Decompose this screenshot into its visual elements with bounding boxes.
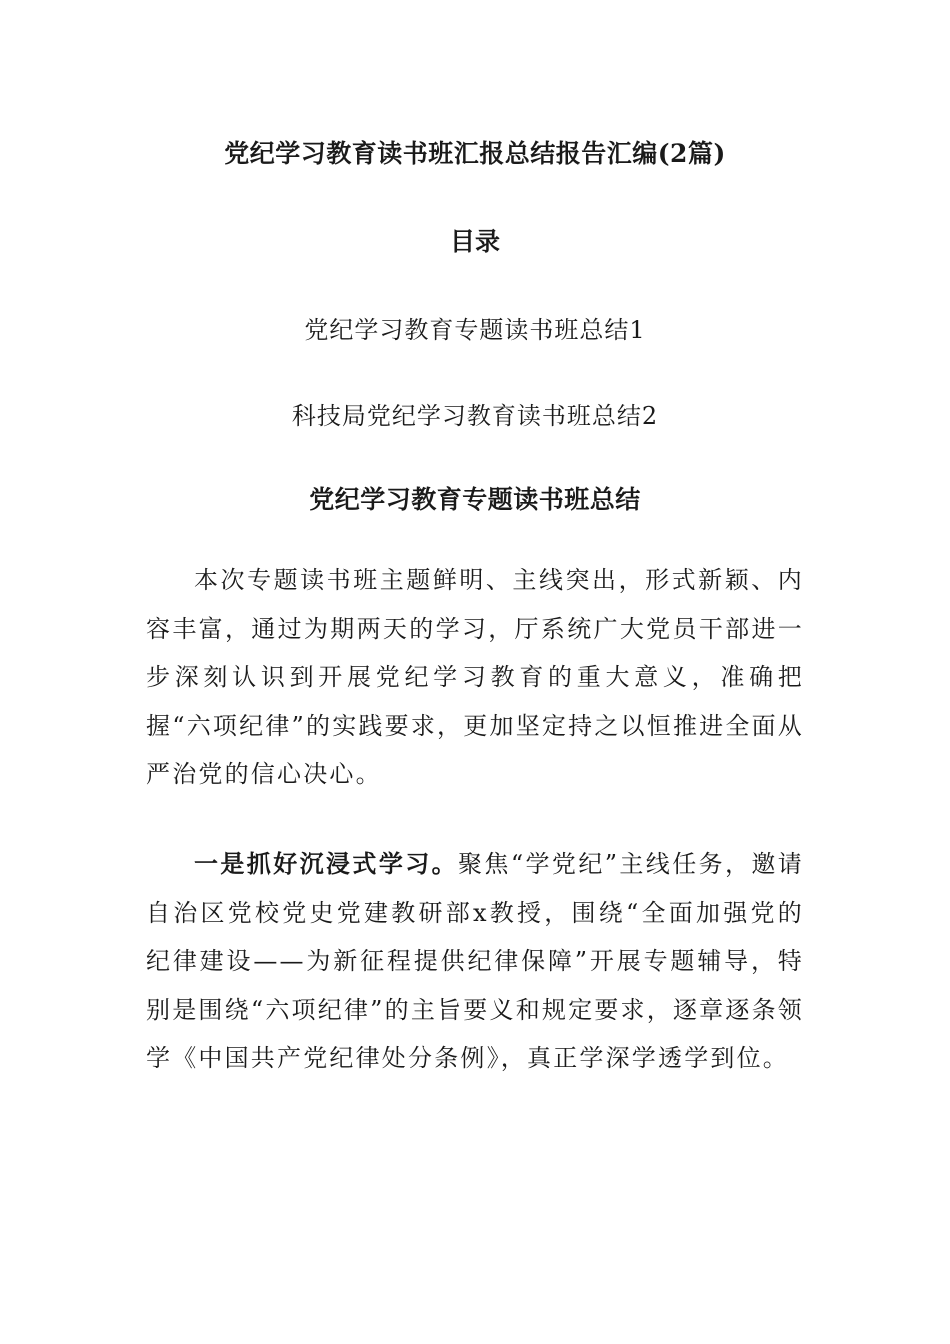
- document-title: 党纪学习教育读书班汇报总结报告汇编(2篇): [224, 139, 726, 168]
- toc-item: 科技局党纪学习教育读书班总结2: [291, 402, 659, 430]
- body-paragraph: [146, 556, 804, 799]
- paragraph-lead: 一是抓好沉浸式学习。: [194, 849, 459, 878]
- body-paragraph: [146, 840, 804, 1083]
- toc-item: 党纪学习教育专题读书班总结1: [304, 316, 646, 344]
- paragraph-text: 本次专题读书班主题鲜明、主线突出，形式新颖、内容丰富，通过为期两天的学习，厅系统广大党员干部进一步深刻认识到开展党纪学习教育的重大意义，准确把握“六项纪律”的实践要求，更加坚定持之以恒推进全面从严治党的信心决心。: [146, 566, 804, 788]
- paragraph-text: 聚焦“学党纪”主线任务，邀请自治区党校党史党建教研部x教授，围绕“全面加强党的纪律建设——为新征程提供纪律保障”开展专题辅导，特别是围绕“六项纪律”的主旨要义和规定要求，逐章逐条领学《中国共产党纪律处分条例》，真正学深学透学到位。: [146, 850, 805, 1072]
- toc-heading: 目录: [449, 227, 500, 256]
- section-title: 党纪学习教育专题读书班总结: [309, 485, 641, 514]
